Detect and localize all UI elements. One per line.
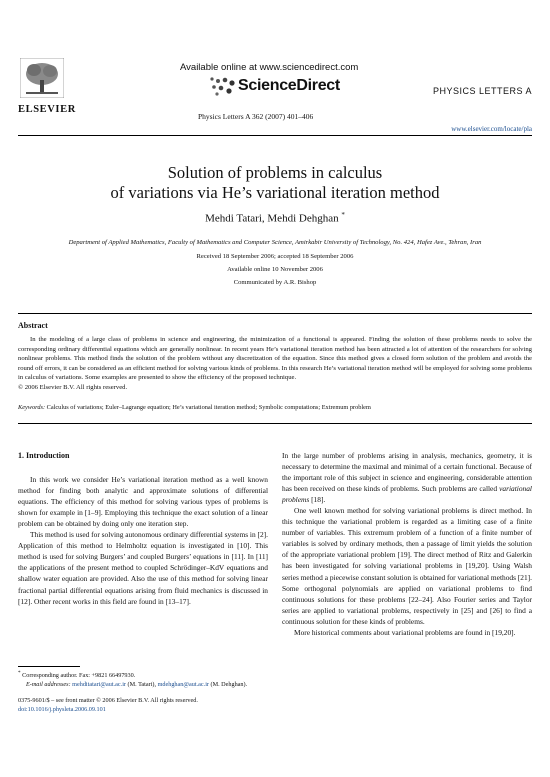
abstract-body: In the modeling of a large class of problems in science and engineering, the minimization of a functional is appeared. Finding the solution of these problems needs to solve the corresponding ordinary differential equations which are generally nonlinear. In recent years He’s variational iteration method has been attracted a lot of attention of the researchers for solving nonlinear problems. This method finds the solution of the problem without any discretization of the equation. Since this method gives a closed form solution of the problem and avoids the round off errors, it can be considered as an efficient method for solving various kinds of problems. In this research He’s variational iteration method will be employed for solving some problems in calculus of variations. Some examples are presented to show the efficiency of the proposed technique. <box>18 336 532 382</box>
email-label: E-mail addresses: <box>26 680 71 688</box>
corresponding-author-note: Corresponding author. Fax: +9821 66497930. <box>22 672 136 680</box>
front-matter-note: 0375-9601/$ – see front matter © 2006 Elsevier B.V. All rights reserved. <box>18 697 198 704</box>
header-rule <box>18 135 532 136</box>
right-paragraph-2: One well known method for solving variational problems is direct method. In this technique the variational problem is regarded as a limiting case of a finite number of variables. This extremum problem of a function of a finite number of variables is solved by ordinary methods, then a passage of limit yields the solution of the appropriate variational problem [19]. The direct method of Ritz and Galerkin has been investigated for solving variational problems in [19,20]. Using Walsh series method a piecewise constant solution is obtained for variational methods [21]. Some orthogonal polynomials are applied on variational problems to find continuous solutions for these problems [22–24]. Also Fourier series and Taylor series are applied to variational problems, respectively in [25] and [26] to find a continuous solution for these kinds of problems. <box>282 506 532 626</box>
email-1-name: (M. Tatari), <box>127 680 157 688</box>
abstract-top-rule <box>18 313 532 314</box>
title-line-2: of variations via He’s variational iteration method <box>110 183 440 202</box>
corresponding-author-mark[interactable]: * <box>341 211 345 219</box>
left-column <box>18 450 268 607</box>
right-column <box>282 450 532 638</box>
authors: Mehdi Tatari, Mehdi Dehghan <box>205 212 339 225</box>
sciencedirect-brand: ScienceDirect <box>238 77 340 94</box>
citation: Physics Letters A 362 (2007) 401–406 <box>198 112 314 121</box>
journal-website-link[interactable]: www.elsevier.com/locate/pla <box>451 125 532 133</box>
available-online-date: Available online 10 November 2006 <box>227 266 323 273</box>
journal-name: PHYSICS LETTERS A <box>432 86 532 96</box>
elsevier-tree-logo-icon <box>20 58 64 98</box>
section-heading: 1. Introduction <box>18 451 70 460</box>
keywords-list: Calculus of variations; Euler–Lagrange equation; He’s variational iteration method; Symbolic computations; Extremum problem <box>46 404 371 411</box>
sciencedirect-logo-icon <box>208 76 238 98</box>
email-2-name: (M. Dehghan). <box>210 680 248 688</box>
right-paragraph-1-ref: [18]. <box>309 495 326 505</box>
left-paragraph-1: In this work we consider He’s variational iteration method as a well known method for finding both analytic and approximate solutions of differential equations. The efficiency of this method for solving various types of problems is shown for example in [1–9]. Employing this technique the exact solution of a linear problem can be obtained by doing only one iteration step. <box>18 475 268 529</box>
footnote-rule <box>18 666 80 667</box>
abstract-heading: Abstract <box>18 321 48 330</box>
left-paragraph-2: This method is used for solving autonomous ordinary differential systems in [2]. Application of this method to Helmholtz equation is investigated in [10]. This method is used for solving Burgers’ and coupled Burgers’ equations in [11]. In [11] the applications of the present method to coupled Schrödinger–KdV equations and shallow water equation are provided. Also the use of this method for solving linear fractional partial differential equations arising from fluid mechanics is discussed in [12]. Other recent works in this field are found in [13–17]. <box>18 530 268 606</box>
abstract-copyright: © 2006 Elsevier B.V. All rights reserved. <box>18 384 128 391</box>
doi-link[interactable]: doi:10.1016/j.physleta.2006.09.101 <box>18 706 106 713</box>
email-1-link[interactable]: mehditatari@aut.ac.ir <box>72 680 126 688</box>
journal-header <box>18 52 532 133</box>
keywords-label: Keywords: <box>18 404 46 411</box>
email-2-link[interactable]: mdehghan@aut.ac.ir <box>157 680 209 688</box>
affiliation: Department of Applied Mathematics, Faculty of Mathematics and Computer Science, Amirkabir University of Technology, No. 424, Hafez Ave., Tehran, Iran <box>68 239 482 246</box>
keywords <box>18 404 532 411</box>
right-paragraph-3: More historical comments about variational problems are found in [19,20]. <box>294 627 516 637</box>
article-title <box>0 163 550 203</box>
right-paragraph-1-text: In the large number of problems arising in analysis, mechanics, geometry, it is necessary to determine the maximal and minimal of a certain functional. Because of the important role of this subject in science and engineering, considerable attention has been received on these kinds of problems. Such problems are called <box>282 451 532 494</box>
title-line-1: Solution of problems in calculus <box>167 163 383 182</box>
right-paragraph-1-emphasis: variational problems <box>282 484 532 505</box>
received-dates: Received 18 September 2006; accepted 18 September 2006 <box>196 253 354 260</box>
abstract-bottom-rule <box>18 423 532 424</box>
available-online-link[interactable]: Available online at www.sciencedirect.com <box>180 62 359 73</box>
right-paragraph-1 <box>282 450 532 505</box>
footnote-mark: * <box>18 670 21 676</box>
author-list <box>0 211 550 225</box>
footnote-corresponding <box>18 669 268 689</box>
communicated-by: Communicated by A.R. Bishop <box>233 279 317 286</box>
publisher-name: ELSEVIER <box>18 104 76 115</box>
